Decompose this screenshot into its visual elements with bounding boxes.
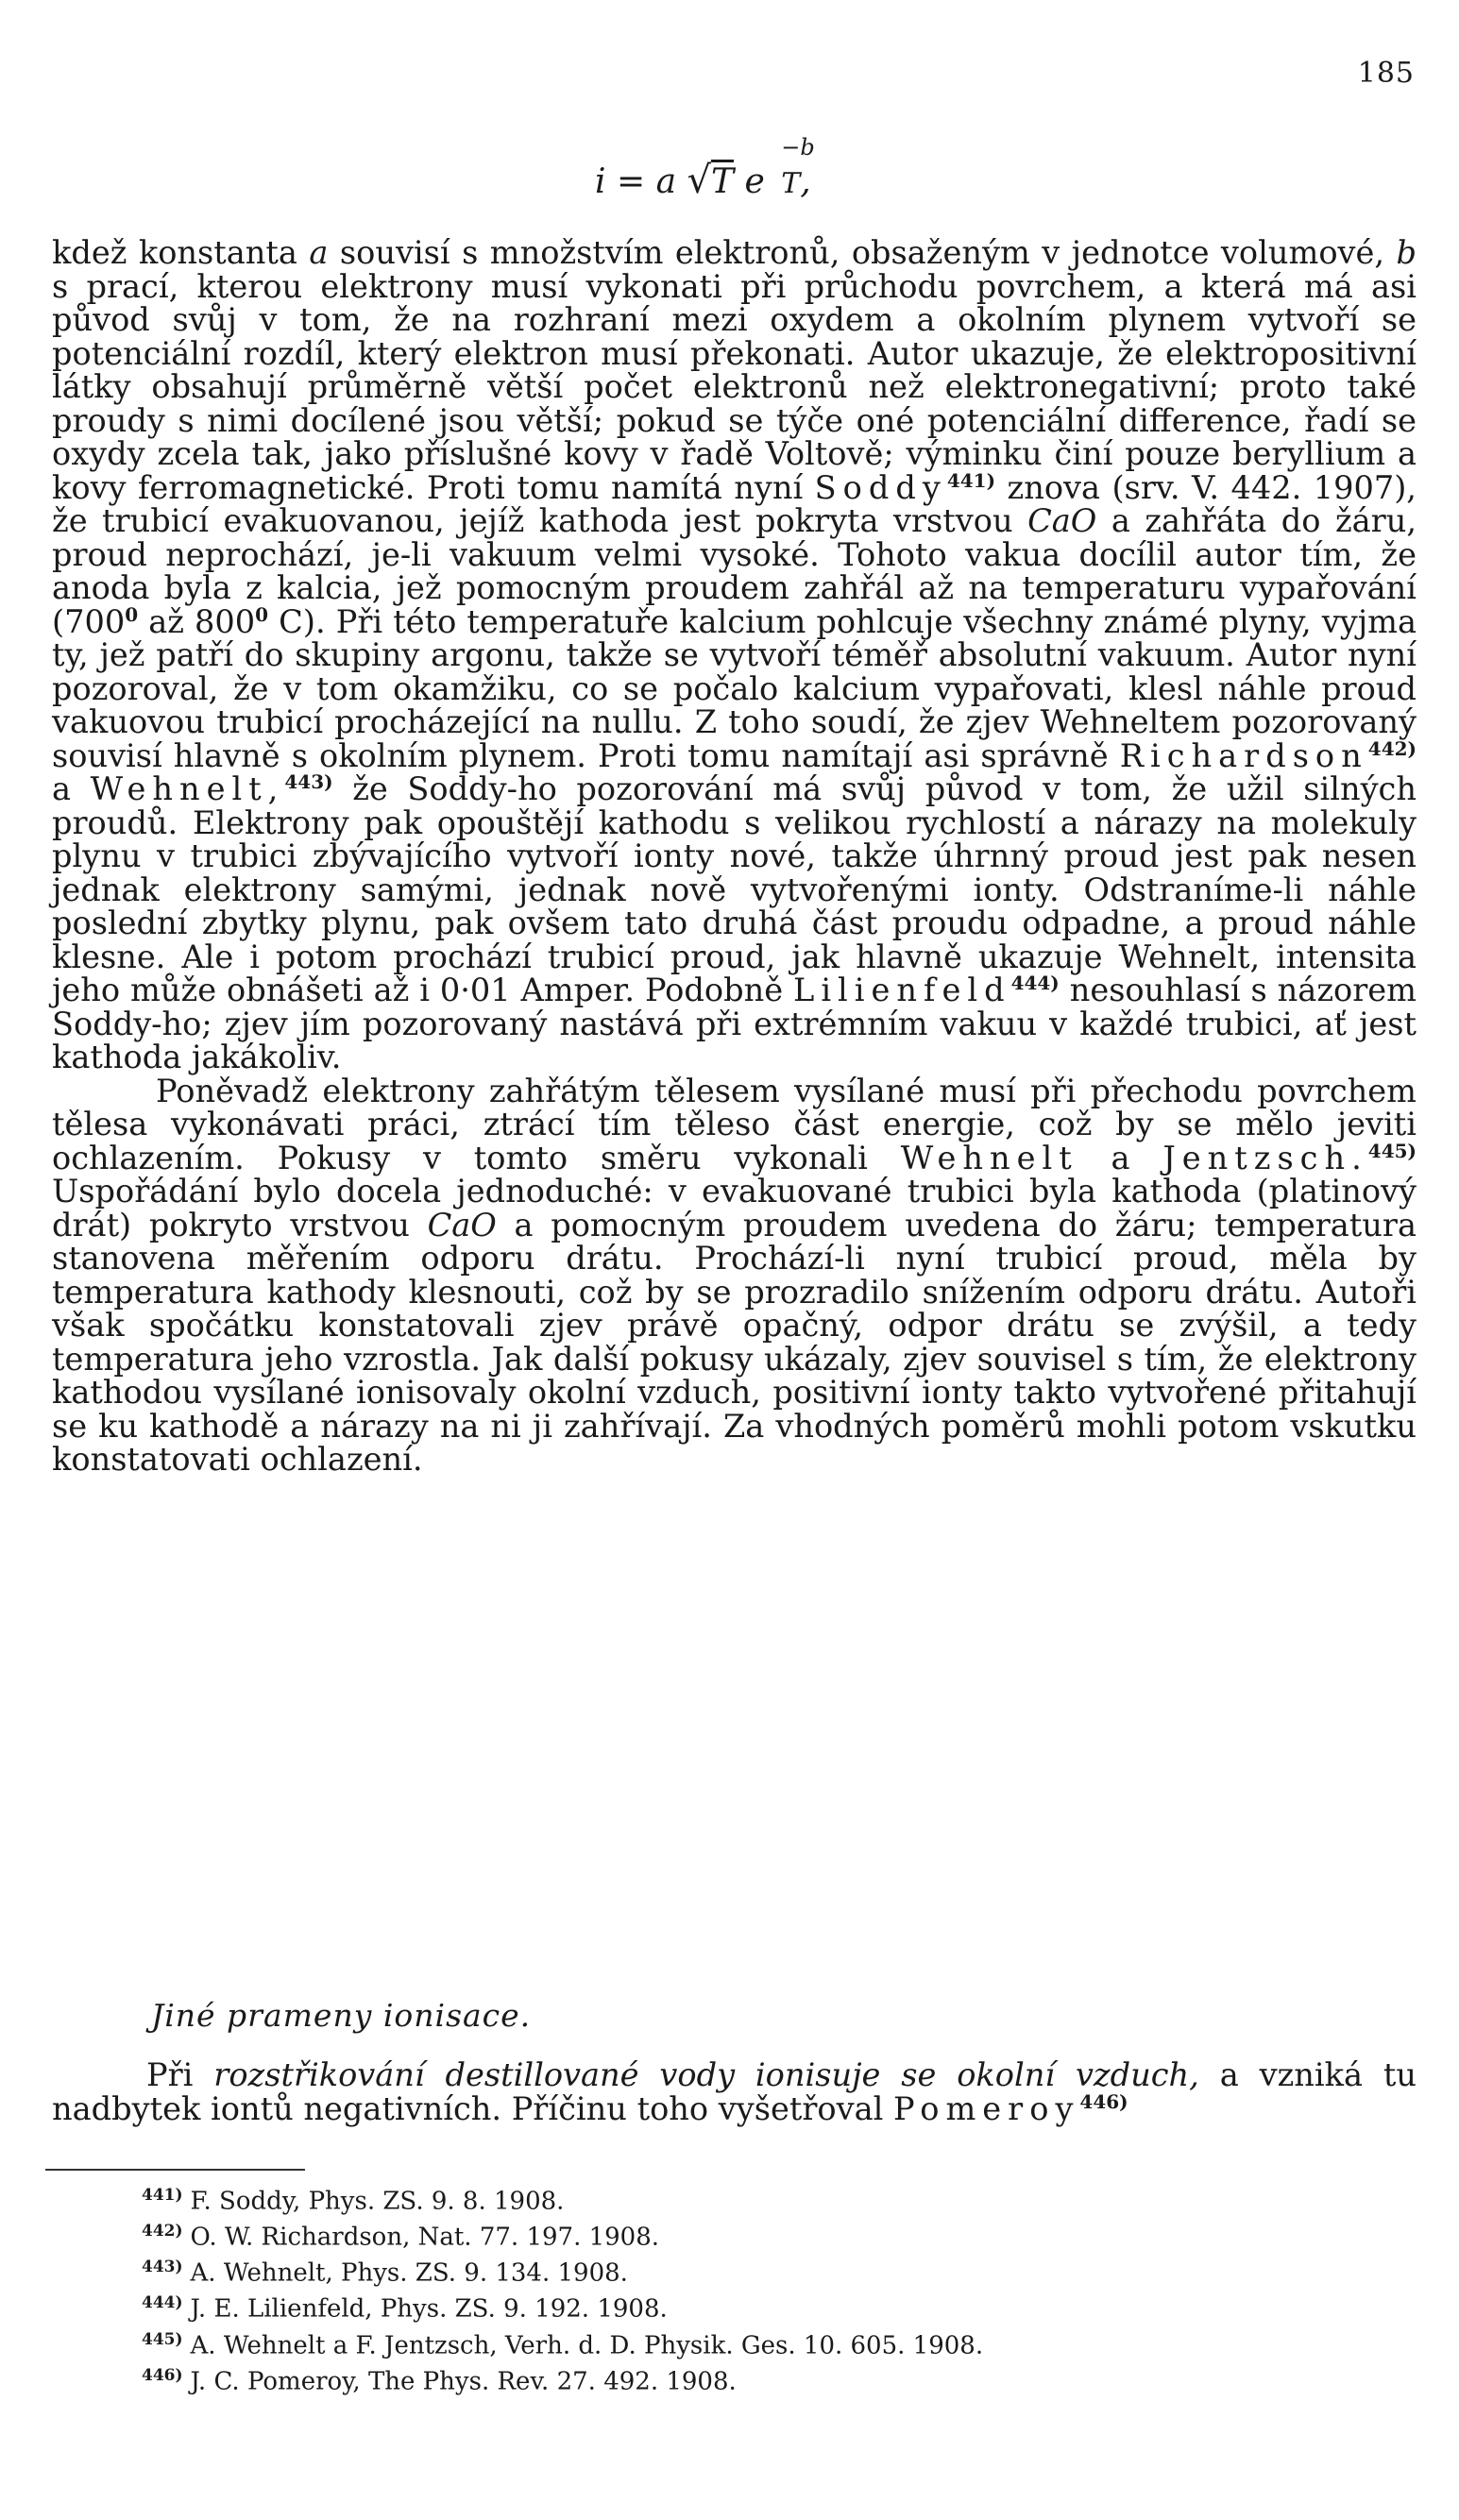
formula-lhs: i = a [595,162,677,201]
formula-trailing: , [800,162,811,201]
author-name: Lilienfeld [793,972,1011,1008]
formula-base: e [744,162,765,201]
footnote: $^{444)}$ J. E. Lilienfeld, Phys. ZS. 9. 192. 1908. [142,2293,668,2325]
body-text-continued [52,2058,1417,2125]
footnote-rule [45,2169,305,2171]
author-name: Wehnelt, [90,770,285,807]
formula-exponent-numerator: −b [781,134,815,161]
paragraph-1: kdež konstanta a souvisí s množstvím elektronů, obsaženým v jednotce volumové, b s prací, kterou elektrony musí vykonati při průchodu povrchem, a která má asi původ svůj v tom, že na rozhraní mezi oxydem a okolním plynem vytvoří se potenciální rozdíl, který elektron musí překonati. Autor ukazuje, že elektropositivní látky obsahují průměrně větší počet elektronů než elektronegativní; proto také proudy s nimi docílené jsou větší; pokud se týče oné potenciální difference, řadí se oxydy zcela tak, jako příslušné kovy v řadě Voltově; výminku činí pouze beryllium a kovy ferromagnetické. Proti tomu namítá nyní Soddy$^{441)}$ znova (srv. V. 442. 1907), že trubicí evakuovanou, jejíž kathoda jest pokryta vrstvou CaO a zahřáta do žáru, proud neprochází, je-li vakuum velmi vysoké. Tohoto vakua docílil autor tím, že anoda byla z kalcia, jež pomocným proudem zahřál až na temperaturu vypařování ($700^0$ až $800^0$ C). Při této temperatuře kalcium pohlcuje všechny známé plyny, vyjma ty, jež patří do skupiny argonu, takže se vytvoří téměř absolutní vakuum. Autor nyní pozoroval, že v tom okamžiku, co se počalo kalcium vypařovati, klesl náhle proud vakuovou trubicí procházející na nullu. Z toho soudí, že zjev Wehneltem pozorovaný souvisí hlavně s okolním plynem. Proti tomu namítají asi správně Richardson$^{442)}$ a Wehnelt,$^{443)}$ že Soddy-ho pozorování má svůj původ v tom, že užil silných proudů. Elektrony pak opouštějí kathodu s velikou rychlostí a nárazy na molekuly plynu v trubici zbývajícího vytvoří ionty nové, takže úhrnný proud jest pak nesen jednak elektrony samými, jednak nově vytvořenými ionty. Odstraníme-li náhle poslední zbytky plynu, pak ovšem tato druhá část proudu odpadne, a proud náhle klesne. Ale i potom prochází trubicí proud, jak hlavně ukazuje Wehnelt, intensita jeho může obnášeti až i 0·01 Amper. Podobně Lilienfeld$^{444)}$ nesouhlasí s názorem Soddy-ho; zjev jím pozorovaný nastává při extrémním vakuu v každé trubici, ať jest kathoda jakákoliv. [52,234,1417,1075]
footnote-ref: 446) [1079,2089,1128,2113]
paragraph-2: Poněvadž elektrony zahřátým tělesem vysílané musí při přechodu povrchem tělesa vykonávati práci, ztrácí tím těleso část energie, což by se mělo jeviti ochlazením. Pokusy v tomto směru vykonali Wehnelt a Jentzsch.$^{445)}$ Uspořádání bylo docela jednoduché: v evakuované trubici byla kathoda (platinový drát) pokryto vrstvou CaO a pomocným proudem uvedena do žáru; temperatura stanovena měřením odporu drátu. Prochází-li nyní trubicí proud, měla by temperatura kathody klesnouti, což by se prozradilo snížením odporu drátu. Autoři však spočátku konstatovali zjev právě opačný, odpor drátu se zvýšil, a tedy temperatura jeho vzrostla. Jak další pokusy ukázaly, zjev souvisel s tím, že elektrony kathodou vysílané ionisovaly okolní vzduch, positivní ionty takto vytvořené přitahují se ku kathodě a nárazy na ni ji zahřívají. Za vhodných poměrů mohli potom vskutku konstatovati ochlazení. [52,1072,1417,1478]
page-number: 185 [1357,57,1415,90]
formula-exponent [781,134,815,201]
footnote-ref: 444) [1010,971,1060,994]
footnote: $^{442)}$ O. W. Richardson, Nat. 77. 197. 1908. [142,2222,660,2252]
footnote-ref: 443) [284,770,333,793]
footnote: $^{446)}$ J. C. Pomeroy, The Phys. Rev. 27. 492. 1908. [142,2365,737,2396]
formula [595,134,815,202]
paragraph-3: Při rozstřikování destillované vody ionisuje se okolní vzduch, a vzniká tu nadbytek iontů negativních. Příčinu toho vyšetřoval Pomeroy$^{446)}$ [52,2056,1417,2127]
author-name: Pomeroy [893,2089,1080,2127]
footnote: $^{443)}$ A. Wehnelt, Phys. ZS. 9. 134. 1908. [142,2258,628,2288]
footnote-ref: 445) [1367,1139,1417,1162]
footnotes [142,2181,983,2397]
author-name: Richardson [1119,736,1368,774]
footnote-ref: 442) [1367,736,1417,760]
body-text [52,236,1417,1477]
author-name: Jentzsch. [1162,1139,1368,1176]
formula-radicand: T [710,162,734,201]
footnote: $^{441)}$ F. Soddy, Phys. ZS. 9. 8. 1908. [142,2186,565,2216]
author-name: Soddy [814,468,947,506]
author-name: Wehnelt [900,1139,1078,1176]
footnote: $^{445)}$ A. Wehnelt a F. Jentzsch, Verh. d. D. Physik. Ges. 10. 605. 1908. [142,2329,984,2360]
section-heading: Jiné prameny ionisace. [151,1997,532,2034]
footnote-ref: 441) [946,468,996,492]
formula-radical: √ [687,159,711,202]
formula-exponent-denominator: T [781,167,801,200]
